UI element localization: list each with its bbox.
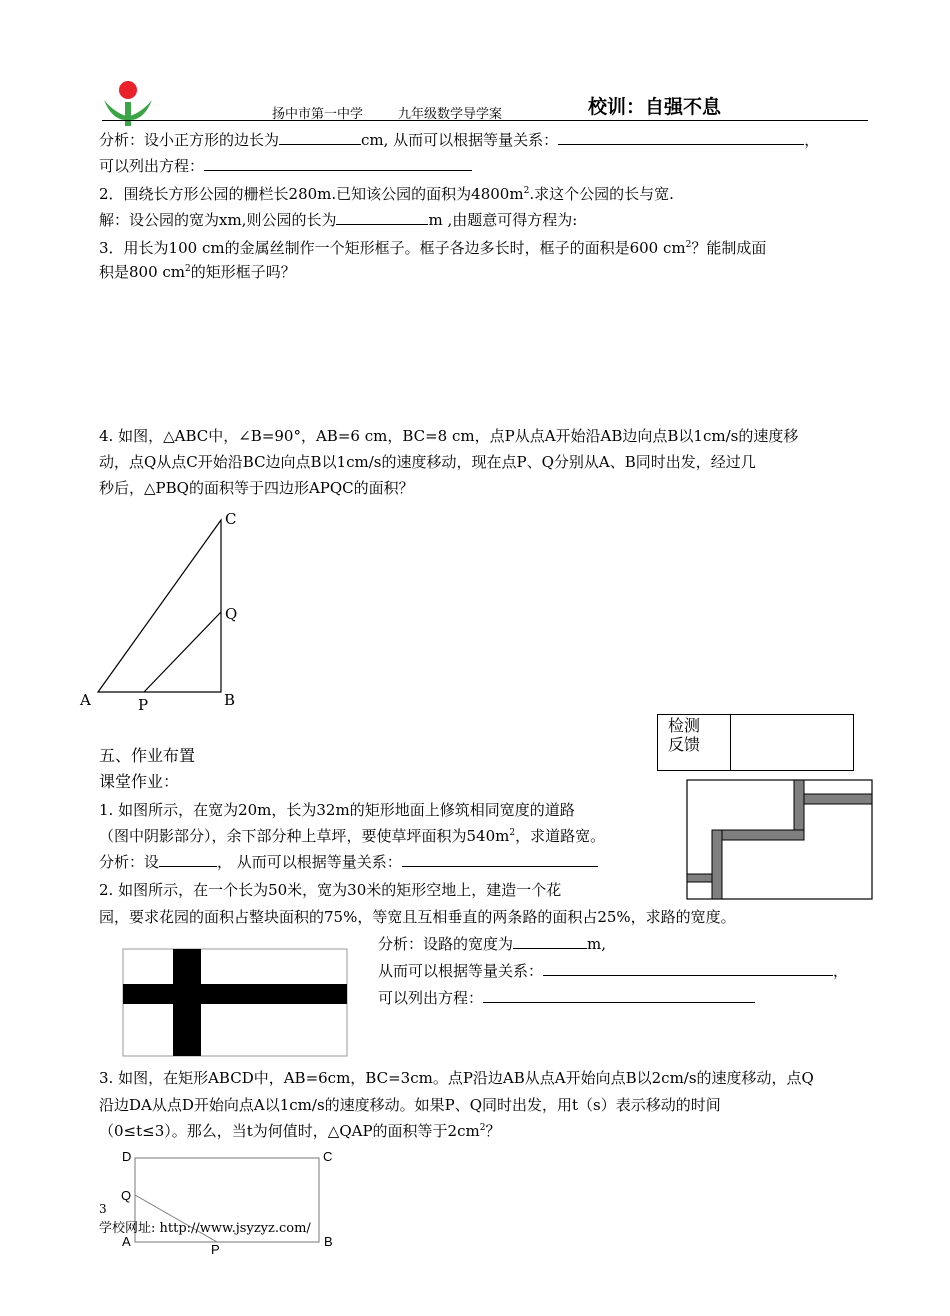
road-bottom-horizontal bbox=[687, 874, 712, 882]
logo-stem bbox=[125, 102, 131, 126]
logo-right-leaf bbox=[130, 100, 152, 120]
hw-2-analysis-2: 从而可以根据等量关系： ， bbox=[378, 962, 849, 980]
road-figure bbox=[684, 778, 874, 902]
tri-label-q: Q bbox=[225, 605, 238, 623]
section-5-title: 五、作业布置 bbox=[99, 746, 196, 765]
cross-road-figure bbox=[122, 948, 348, 1058]
section-5-sub: 课堂作业： bbox=[99, 772, 180, 791]
feedback-box bbox=[657, 714, 854, 771]
rect-label-c: C bbox=[323, 1149, 333, 1164]
header-course: 九年级数学导学案 bbox=[398, 107, 503, 122]
header-school: 扬中市第一中学 bbox=[272, 107, 364, 122]
analysis-line-1: 分析：设小正方形的边长为 cm, 从而可以根据等量关系： ， bbox=[99, 131, 820, 149]
road-vertical bbox=[173, 949, 201, 1056]
analysis-line-2: 可以列出方程： bbox=[99, 156, 472, 176]
rect-label-b: B bbox=[324, 1234, 333, 1249]
hw-3-line-1: 3. 如图，在矩形ABCD中，AB=6cm，BC=3cm。点P沿边AB从点A开始向点B以2cm/s的速度移动，点Q bbox=[99, 1069, 814, 1087]
hw-2-analysis-3: 可以列出方程： bbox=[378, 988, 755, 1008]
road-top-horizontal bbox=[804, 794, 872, 804]
problem-4-line-2: 动，点Q从点C开始沿BC边向点B以1cm/s的速度移动，现在点P、Q分别从A、B同时出发，经过几 bbox=[99, 453, 756, 471]
hw-2-line-2: 园，要求花园的面积占整块面积的75%，等宽且互相垂直的两条路的面积占25%，求路的宽度。 bbox=[99, 908, 736, 926]
problem-4-line-1: 4. 如图，△ABC中，∠B=90°，AB=6 cm，BC=8 cm，点P从点A开始沿AB边向点B以1cm/s的速度移 bbox=[99, 427, 799, 445]
hw-1-line-2: （图中阴影部分），余下部分种上草坪，要使草坪面积为$540m^2$，求道路宽。 bbox=[99, 827, 606, 845]
tri-label-a: A bbox=[80, 691, 91, 709]
feedback-label-2: 反馈 bbox=[668, 735, 701, 754]
feedback-divider bbox=[730, 715, 731, 770]
rect-label-q: Q bbox=[121, 1188, 132, 1203]
problem-2-solution: 解：设公园的宽为xm,则公园的长为 m ,由题意可得方程为: bbox=[99, 211, 578, 229]
hw-3-line-3: （0≤t≤3）。那么，当t为何值时，△QAP的面积等于$2cm^2$？ bbox=[99, 1122, 501, 1140]
logo-left-leaf bbox=[104, 100, 126, 120]
problem-3-line-1: 3．用长为100 cm的金属丝制作一个矩形框子。框子各边多长时，框子的面积是600 $cm^2$？能制成面 bbox=[99, 239, 767, 257]
road-bottom-vertical bbox=[712, 830, 722, 899]
triangle-abc bbox=[98, 520, 221, 692]
road-horizontal bbox=[123, 984, 347, 1004]
hw-2-analysis-1: 分析：设路的宽度为 m, bbox=[378, 935, 607, 953]
school-url: 学校网址: http://www.jsyzyz.com/ bbox=[99, 1221, 311, 1236]
header-rule bbox=[102, 120, 868, 121]
page-number: 3 bbox=[99, 1202, 107, 1216]
problem-2: 2．围绕长方形公园的栅栏长280m.已知该公园的面积为$4800m^2$.求这个公园的长与宽. bbox=[99, 185, 674, 203]
rect-label-a: A bbox=[122, 1234, 131, 1249]
segment-pq bbox=[144, 612, 221, 692]
rect-label-p: P bbox=[211, 1242, 220, 1257]
tri-label-b: B bbox=[224, 691, 236, 709]
problem-3-line-2: 积是800 $cm^2$的矩形框子吗？ bbox=[99, 263, 296, 281]
hw-1-analysis: 分析：设 ， 从而可以根据等量关系： bbox=[99, 852, 598, 872]
rect-label-d: D bbox=[122, 1149, 132, 1164]
road-mid-horizontal bbox=[722, 830, 804, 840]
hw-2-line-1: 2. 如图所示，在一个长为50米，宽为30米的矩形空地上，建造一个花 bbox=[99, 881, 562, 899]
feedback-label-1: 检测 bbox=[668, 716, 701, 735]
logo-sun bbox=[119, 81, 137, 99]
problem-4-line-3: 秒后，△PBQ的面积等于四边形APQC的面积？ bbox=[99, 479, 414, 497]
triangle-figure bbox=[96, 518, 226, 694]
hw-1-line-1: 1. 如图所示，在宽为20m，长为32m的矩形地面上修筑相同宽度的道路 bbox=[99, 801, 575, 819]
tri-label-c: C bbox=[225, 510, 237, 528]
header-motto: 校训：自强不息 bbox=[588, 96, 722, 118]
tri-label-p: P bbox=[138, 696, 149, 714]
hw-3-line-2: 沿边DA从点D开始向点A以1cm/s的速度移动。如果P、Q同时出发，用t（s）表示移动的时间 bbox=[99, 1096, 721, 1114]
